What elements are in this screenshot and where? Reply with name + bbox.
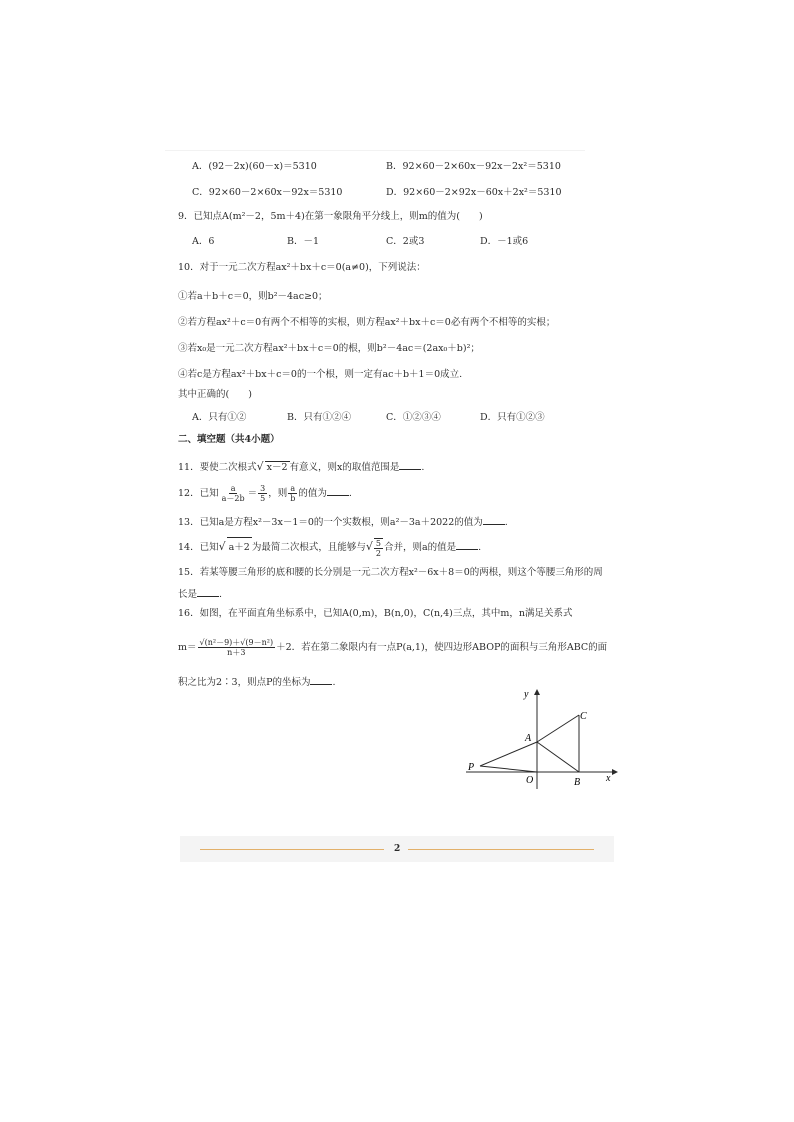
segment-ab — [537, 742, 579, 772]
label-y: y — [524, 689, 529, 700]
q14-mid: 为最简二次根式，且能够与 — [251, 542, 366, 553]
segment-pa — [480, 742, 537, 766]
q13-answer-blank[interactable] — [483, 515, 505, 525]
q13-end: . — [504, 517, 508, 528]
y-axis-arrow-icon — [534, 689, 540, 695]
q14 — [178, 537, 481, 558]
q9-option-d: D．－1或6 — [480, 236, 529, 247]
q8-option-a: A．(92－2x)(60－x)＝5310 — [192, 161, 317, 172]
q14-answer-blank[interactable] — [456, 540, 478, 550]
sqrt-icon: √ — [365, 540, 373, 553]
q11-end: . — [421, 462, 425, 473]
q12-fraction-2 — [258, 484, 267, 503]
q12-f2-num: 3 — [260, 484, 266, 493]
x-axis-arrow-icon — [612, 769, 618, 775]
q14-radicand-2 — [374, 538, 383, 558]
q12-f1-num: a — [230, 484, 236, 493]
q10-option-b: B．只有①②④ — [287, 412, 351, 423]
q10-stem: 10．对于一元二次方程ax²＋bx＋c＝0(a≠0)，下列说法： — [178, 262, 426, 273]
q12-f3-num: a — [290, 484, 296, 493]
q16-line-1: 16．如图，在平面直角坐标系中，已知A(0,m)，B(n,0)，C(n,4)三点，其中m，n满足关系式 — [178, 608, 573, 619]
q15-line-1: 15．若某等腰三角形的底和腰的长分别是一元二次方程x²－6x＋8＝0的两根，则这个等腰三角形的周 — [178, 567, 603, 578]
q10-statement-3: ③若x₀是一元二次方程ax²＋bx＋c＝0的根，则b²－4ac＝(2ax₀＋b)²； — [178, 343, 480, 354]
label-o: O — [526, 775, 534, 786]
label-a: A — [525, 733, 532, 744]
label-c: C — [580, 711, 587, 722]
q10-statement-4: ④若c是方程ax²＋bx＋c＝0的一个根，则一定有ac＋b＋1＝0成立. — [178, 369, 463, 380]
q10-ask: 其中正确的( ) — [178, 389, 252, 400]
q14-post: 合并，则a的值是 — [383, 542, 457, 553]
q14-pre: 14．已知 — [178, 542, 219, 553]
q14-rad2-num: 5 — [375, 538, 381, 548]
q12-f1-den: a－2b — [221, 494, 245, 503]
q12-fraction-3 — [288, 484, 297, 503]
page-number: 2 — [394, 844, 401, 854]
q14-end: . — [478, 542, 482, 553]
coordinate-figure — [462, 685, 622, 795]
q15-line-2 — [178, 587, 222, 601]
q15-answer-blank[interactable] — [197, 587, 219, 597]
q11-pre: 11．要使二次根式 — [178, 462, 257, 473]
q16-fraction — [198, 638, 276, 657]
q12-pre: 12．已知 — [178, 488, 219, 499]
label-b: B — [574, 777, 581, 788]
footer-rule-right — [408, 849, 594, 850]
q12 — [178, 484, 352, 504]
q12-answer-blank[interactable] — [327, 486, 349, 496]
q9-option-b: B．－1 — [287, 236, 320, 247]
q12-fraction-1 — [220, 484, 247, 503]
q10-option-c: C．①②③④ — [386, 412, 441, 423]
q15-line2-text: 长是 — [178, 589, 198, 600]
label-p: P — [468, 762, 475, 773]
q16-answer-blank[interactable] — [310, 675, 332, 685]
q16-plus: ＋2．若在第二象限内有一点P(a,1)，使四边形ABOP的面积与三角形ABC的面 — [276, 642, 608, 653]
q9-stem: 9．已知点A(m²－2，5m＋4)在第一象限角平分线上，则m的值为( ) — [178, 211, 483, 222]
q16-m-eq: m＝ — [178, 642, 197, 653]
q12-post: 的值为 — [298, 488, 327, 499]
q14-radicand-1: a＋2 — [227, 537, 252, 558]
q16-frac-num: √(n²－9)＋√(9－n²) — [199, 638, 274, 647]
q8-option-b: B．92×60－2×60x－92x－2x²＝5310 — [386, 161, 561, 172]
q10-option-d: D．只有①②③ — [480, 412, 545, 423]
q12-f3-den: b — [290, 494, 296, 503]
q8-option-d: D．92×60－2×92x－60x＋2x²＝5310 — [386, 187, 562, 198]
q8-option-c: C．92×60－2×60x－92x＝5310 — [192, 187, 343, 198]
sqrt-icon: √ — [218, 540, 226, 553]
q16-line-2 — [178, 637, 607, 659]
q10-statement-2: ②若方程ax²＋c＝0有两个不相等的实根，则方程ax²＋bx＋c＝0必有两个不相等的实根； — [178, 317, 556, 328]
q16-line3-text: 积之比为2∶3，则点P的坐标为 — [178, 677, 311, 688]
q13 — [178, 515, 508, 529]
q12-end: . — [348, 488, 352, 499]
q11 — [178, 460, 424, 474]
q13-text: 13．已知a是方程x²－3x－1＝0的一个实数根，则a²－3a＋2022的值为 — [178, 517, 483, 528]
q15-end: . — [219, 589, 223, 600]
label-x: x — [606, 773, 611, 784]
q11-radicand: x－2 — [266, 462, 288, 473]
q9-option-a: A．6 — [192, 236, 215, 247]
q9-option-c: C．2或3 — [386, 236, 425, 247]
q12-mid: ＝ — [247, 488, 258, 499]
top-faint-rule — [165, 150, 585, 151]
q14-rad2-den: 2 — [375, 548, 381, 558]
q16-frac-den: n＋3 — [227, 648, 246, 657]
q10-option-a: A．只有①② — [192, 412, 247, 423]
q16-line-3 — [178, 675, 336, 689]
segment-ac — [537, 715, 579, 742]
q10-statement-1: ①若a＋b＋c＝0，则b²－4ac≥0； — [178, 291, 328, 302]
q12-f2-den: 5 — [260, 494, 266, 503]
q12-mid2: ，则 — [268, 488, 288, 499]
section-heading-fill-in: 二、填空题（共4小题） — [178, 434, 280, 445]
segment-po — [480, 766, 537, 772]
footer-rule-left — [200, 849, 384, 850]
sqrt-icon: √ — [256, 460, 264, 473]
q16-end: . — [332, 677, 336, 688]
q11-post: 有意义，则x的取值范围是 — [289, 462, 400, 473]
q11-answer-blank[interactable] — [399, 460, 421, 470]
